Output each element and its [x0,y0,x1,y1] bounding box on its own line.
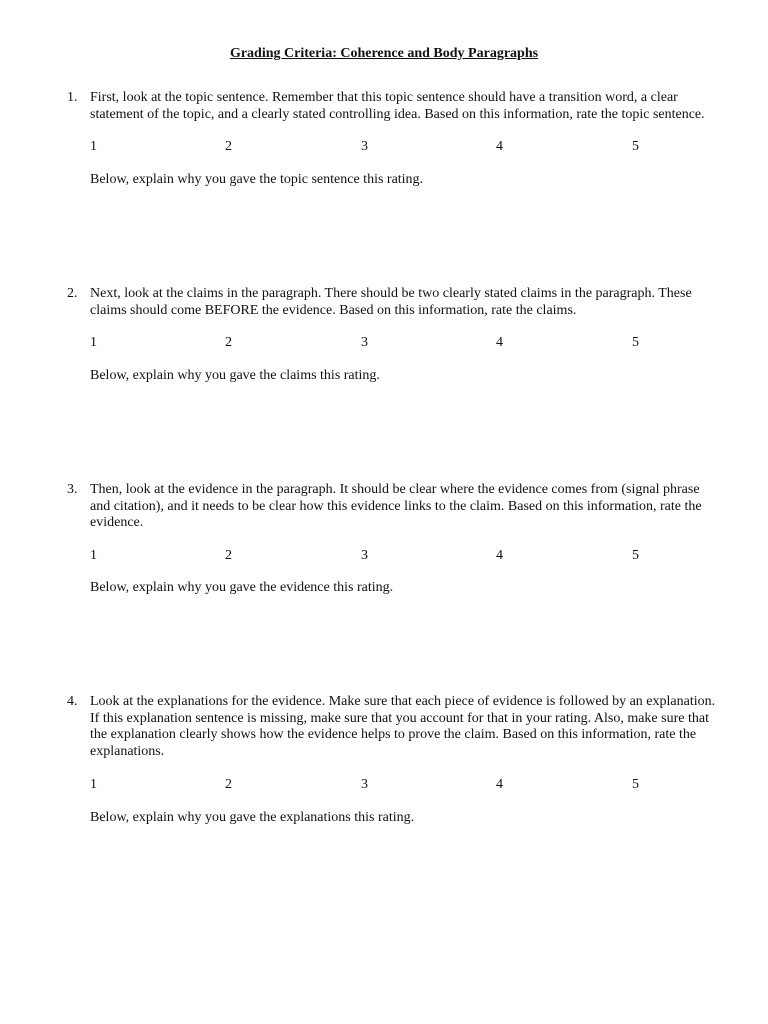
rating-option-4[interactable]: 4 [496,548,503,563]
rating-option-2[interactable]: 2 [225,335,232,350]
question-prompt: First, look at the topic sentence. Remember that this topic sentence should have a transition word, a clear statement of the topic, and a clearly stated controlling idea. Based on this information, rate the topic sentence. [90,90,705,122]
explanation-prompt: Below, explain why you gave the evidence this rating. [90,580,394,595]
rating-option-3[interactable]: 3 [361,139,368,154]
rating-option-5[interactable]: 5 [632,777,639,792]
question-prompt: Next, look at the claims in the paragraph. There should be two clearly stated claims in the paragraph. These claims should come BEFORE the evidence. Based on this information, rate the claims. [90,286,692,318]
question-number: 1. [67,90,78,105]
rating-option-5[interactable]: 5 [632,139,639,154]
rating-option-5[interactable]: 5 [632,335,639,350]
rating-option-1[interactable]: 1 [90,139,97,154]
explanation-prompt: Below, explain why you gave the explanations this rating. [90,810,415,825]
question-prompt: Then, look at the evidence in the paragraph. It should be clear where the evidence comes from (signal phrase and citation), and it needs to be clear how this evidence links to the claim. Based on this information, rate the evidence. [90,482,702,530]
rating-option-5[interactable]: 5 [632,548,639,563]
rating-option-4[interactable]: 4 [496,139,503,154]
explanation-prompt: Below, explain why you gave the claims this rating. [90,368,380,383]
question-prompt: Look at the explanations for the evidence. Make sure that each piece of evidence is followed by an explanation. If this explanation sentence is missing, make sure that you account for that in your rating. Also, make sure that the explanation clearly shows how the evidence helps to prove the claim. Based on this information, rate the explanations. [90,694,716,759]
rating-option-2[interactable]: 2 [225,139,232,154]
rating-option-2[interactable]: 2 [225,548,232,563]
rating-option-3[interactable]: 3 [361,548,368,563]
rating-option-3[interactable]: 3 [361,335,368,350]
rating-option-1[interactable]: 1 [90,335,97,350]
question-number: 3. [67,482,78,497]
page-title: Grading Criteria: Coherence and Body Paragraphs [229,46,539,61]
rating-option-4[interactable]: 4 [496,335,503,350]
rating-option-1[interactable]: 1 [90,548,97,563]
question-number: 4. [67,694,78,709]
rating-option-4[interactable]: 4 [496,777,503,792]
explanation-prompt: Below, explain why you gave the topic sentence this rating. [90,172,424,187]
question-number: 2. [67,286,78,301]
rating-option-1[interactable]: 1 [90,777,97,792]
rating-option-2[interactable]: 2 [225,777,232,792]
rating-option-3[interactable]: 3 [361,777,368,792]
